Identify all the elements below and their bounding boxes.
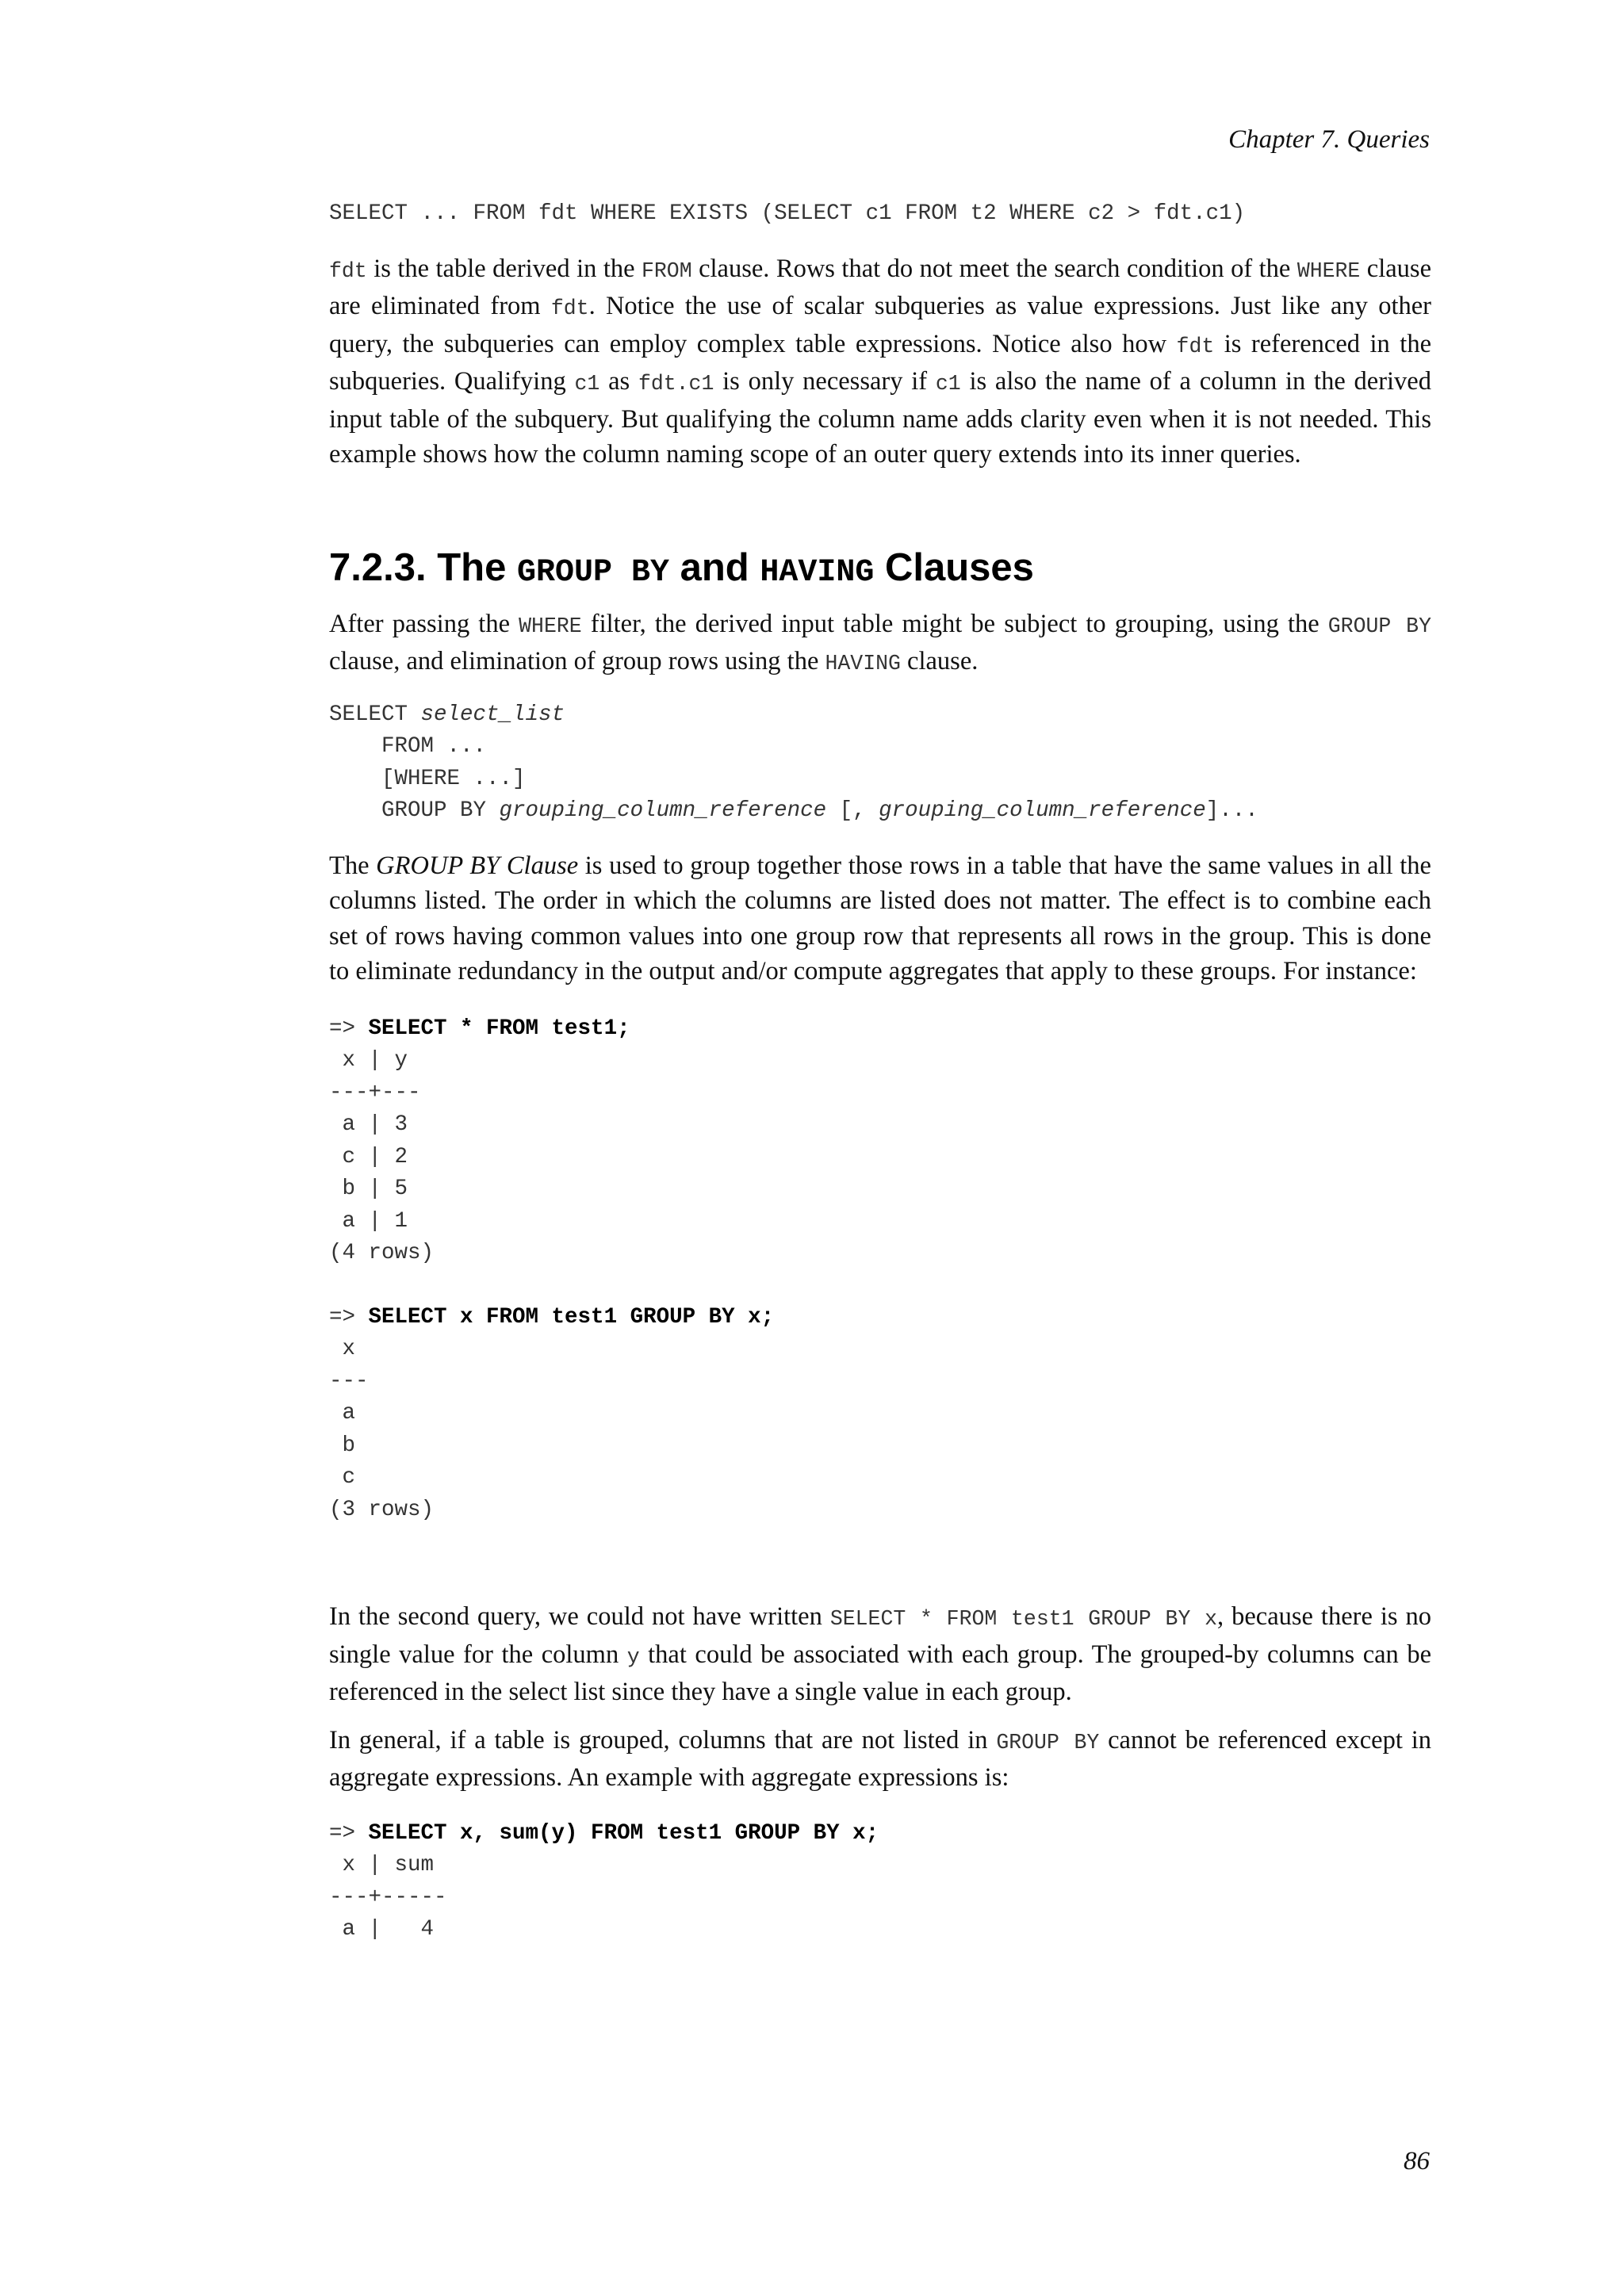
example-select-all: => SELECT * FROM test1; x | y ---+--- a | 3 c | 2 b | 5 a | 1 (4 rows) — [329, 1016, 630, 1265]
paragraph-fdt-explanation: fdt is the table derived in the FROM clause. Rows that do not meet the search condition of the WHERE clause are eliminated from fdt. Notice the use of scalar subqueries as value expressions. Just like any other query, the subqueries can employ complex table expressions. Notice also how fdt is referenced in the subqueries. Qualifying c1 as fdt.c1 is only necessary if c1 is also the name of a column in the derived input table of the subquery. But qualifying the column name adds clarity even when it is not needed. This example shows how the column naming scope of an outer query extends into its inner queries. — [329, 254, 1432, 469]
inline-code: fdt — [550, 297, 589, 320]
code-example-exists: SELECT ... FROM fdt WHERE EXISTS (SELECT c1 FROM t2 WHERE c2 > fdt.c1) — [329, 201, 1246, 226]
example-group-by-x: => SELECT x FROM test1 GROUP BY x; x --- a b c (3 rows) — [329, 1304, 775, 1522]
paragraph-second-query: In the second query, we could not have written SELECT * FROM test1 GROUP BY x, because there is no single value for the column y that could be associated with each group. The grouped-by columns can be referenced in the select list since they have a single value in each group. — [329, 1602, 1432, 1706]
inline-code: c1 — [935, 372, 961, 396]
paragraph-aggregate: In general, if a table is grouped, columns that are not listed in GROUP BY cannot be referenced except in aggregate expressions. An example with aggregate expressions is: — [329, 1725, 1431, 1792]
inline-code: FROM — [642, 258, 692, 283]
paragraph-group-by-clause: The GROUP BY Clause is used to group together those rows in a table that have the same values in all the columns listed. The order in which the columns are listed does not matter. The effect is to combine each set of rows having common values into one group row that represents all rows in the group. This is done to eliminate redundancy in the output and/or compute aggregates that apply to these groups. For instance: — [329, 851, 1431, 985]
inline-code: fdt.c1 — [638, 372, 714, 396]
paragraph-grouping-intro: After passing the WHERE filter, the derived input table might be subject to grouping, using the GROUP BY clause, and elimination of group rows using the HAVING clause. — [329, 609, 1431, 675]
inline-code: c1 — [574, 372, 600, 396]
section-heading: 7.2.3. The GROUP BY and HAVING Clauses — [329, 545, 1034, 591]
inline-code: WHERE — [519, 614, 582, 638]
inline-code: HAVING — [825, 652, 901, 675]
inline-code: fdt — [1176, 334, 1215, 358]
inline-code: y — [626, 1644, 640, 1669]
inline-code: GROUP BY — [996, 1730, 1100, 1755]
inline-code: SELECT * FROM test1 GROUP BY x — [829, 1607, 1218, 1631]
inline-code: fdt — [329, 258, 367, 283]
page-number: 86 — [1404, 2147, 1430, 2175]
running-header: Chapter 7. Queries — [1228, 125, 1430, 154]
example-sum-group-by: => SELECT x, sum(y) FROM test1 GROUP BY x; x | sum ---+----- a | 4 — [329, 1820, 879, 1942]
inline-code: WHERE — [1297, 258, 1361, 283]
syntax-block: SELECT select_list FROM ... [WHERE ...] GROUP BY grouping_column_reference [, grouping_column_reference]... — [329, 702, 1258, 823]
inline-code: GROUP BY — [1327, 614, 1431, 638]
page-content — [329, 198, 1431, 1946]
